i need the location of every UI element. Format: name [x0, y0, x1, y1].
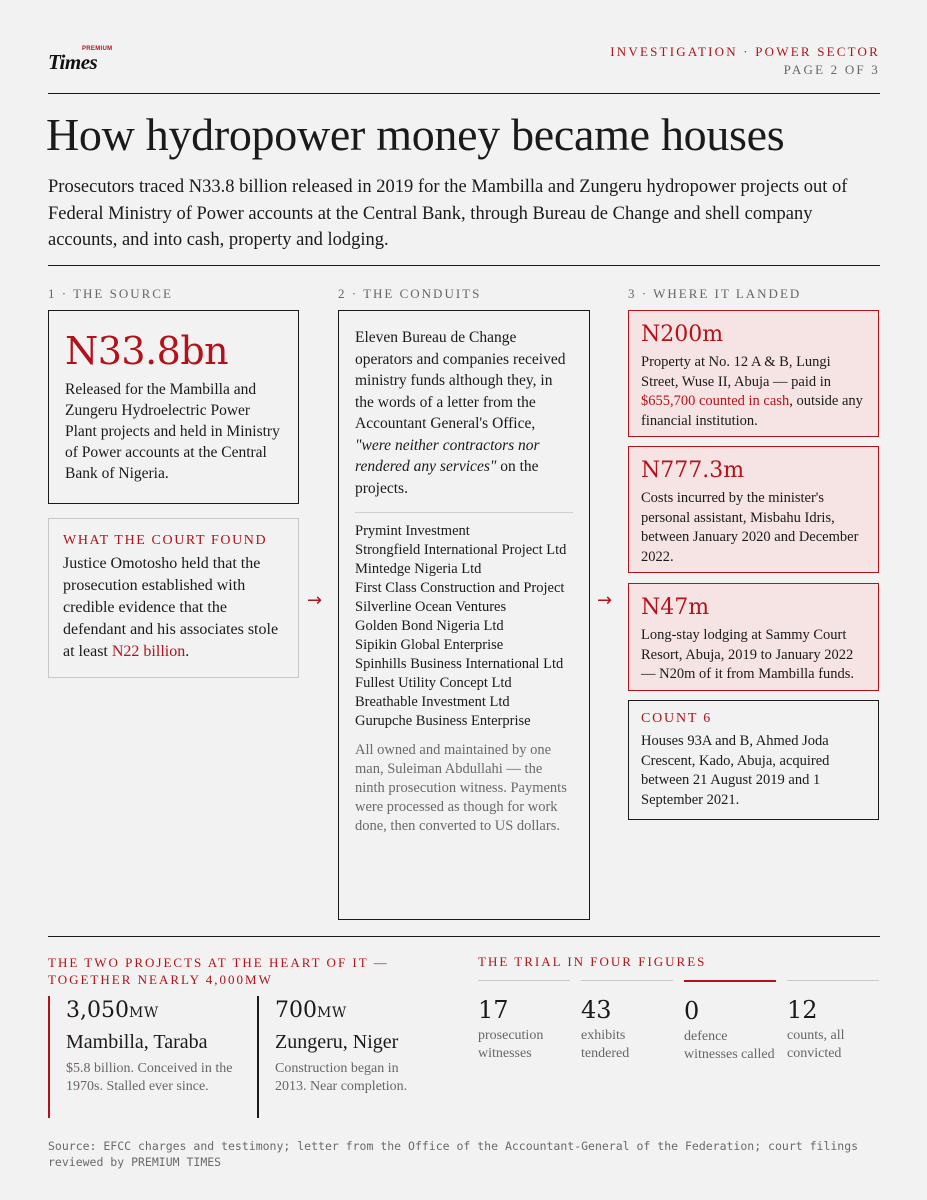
premium-times-logo[interactable] [48, 46, 118, 74]
section-kicker: INVESTIGATION · POWER SECTOR [610, 44, 880, 59]
logo-times-text: Times [48, 50, 98, 74]
landed-amount: N777.3m [641, 458, 745, 483]
count-6-heading: COUNT 6 [641, 711, 713, 726]
logo-premium-text: PREMIUM [82, 46, 113, 52]
court-finding-amount: N22 billion [111, 643, 186, 660]
figure-number: 17 [478, 996, 509, 1024]
projects-heading: THE TWO PROJECTS AT THE HEART OF IT — TOGETHER NEARLY 4,000MW [48, 955, 389, 987]
court-finding-text: Justice Omotosho held that the prosecution established with credible evidence that the defendant and his associates stole at least N22 billion. [63, 555, 279, 660]
conduits-note: All owned and maintained by one man, Suleiman Abdullahi — the ninth prosecution witness. Payments were processed as though for work done, then converted to US dollars. [355, 741, 567, 834]
figure-number: 43 [581, 996, 612, 1024]
page-title: How hydropower money became houses [46, 109, 785, 160]
trial-heading: THE TRIAL IN FOUR FIGURES [478, 954, 707, 969]
list-item: Silverline Ocean Ventures [355, 599, 507, 615]
column-head-landed: 3 · WHERE IT LANDED [628, 286, 802, 301]
trial-figure-highlight [684, 980, 776, 1064]
figure-label: defence witnesses called [684, 1029, 775, 1062]
court-finding-heading: WHAT THE COURT FOUND [63, 533, 268, 548]
figure-number: 0 [684, 997, 700, 1025]
figure-number: 12 [787, 996, 818, 1024]
list-item: Fullest Utility Concept Ltd [355, 675, 512, 691]
column-head-source: 1 · THE SOURCE [48, 286, 173, 301]
list-item: First Class Construction and Project [355, 580, 565, 596]
trial-figure [478, 980, 570, 1063]
flow-arrow-icon: → [307, 590, 323, 611]
landed-amount: N47m [641, 595, 710, 620]
cash-highlight: $655,700 counted in cash [641, 393, 790, 409]
landed-card [628, 446, 879, 573]
list-item: Mintedge Nigeria Ltd [355, 561, 482, 577]
list-item: Golden Bond Nigeria Ltd [355, 618, 504, 634]
project-mambilla [48, 996, 238, 1118]
company-list [355, 523, 573, 731]
landed-amount: N200m [641, 322, 724, 347]
divider [48, 936, 880, 937]
project-name: Zungeru, Niger [275, 1031, 399, 1053]
project-capacity: 700MW [275, 998, 347, 1023]
conduits-box [338, 310, 590, 920]
standfirst: Prosecutors traced N33.8 billion released in 2019 for the Mambilla and Zungeru hydropower projects out of Federal Ministry of Power accounts at the Central Bank, through Bureau de Change and shell company accounts, and into cash, property and lodging. [48, 177, 848, 250]
masthead [48, 44, 880, 94]
project-name: Mambilla, Taraba [66, 1031, 208, 1053]
court-finding-box [48, 518, 299, 678]
landed-card [628, 583, 879, 691]
divider [48, 265, 880, 266]
count-6-text: Houses 93A and B, Ahmed Joda Crescent, Kado, Abuja, acquired between 21 August 2019 and 1 September 2021. [641, 733, 830, 808]
list-item: Spinhills Business International Ltd [355, 656, 564, 672]
page-number: PAGE 2 OF 3 [783, 62, 880, 77]
landed-text: Long-stay lodging at Sammy Court Resort, Abuja, 2019 to January 2022 — N20m of it from Mambilla funds. [641, 627, 855, 682]
source-amount: N33.8bn [65, 329, 229, 373]
figure-label: counts, all convicted [787, 1028, 845, 1061]
source-note: Source: EFCC charges and testimony; letter from the Office of the Accountant-General of the Federation; court filings reviewed by PREMIUM TIMES [48, 1139, 859, 1169]
landed-text: Costs incurred by the minister's personal assistant, Misbahu Idris, between January 2020 and December 2022. [641, 490, 859, 565]
divider [355, 512, 573, 513]
figure-label: prosecution witnesses [478, 1028, 544, 1061]
landed-text: Property at No. 12 A & B, Lungi Street, Wuse II, Abuja — paid in $655,700 counted in cash, outside any financial institution. [641, 354, 863, 429]
list-item: Strongfield International Project Ltd [355, 542, 567, 558]
landed-card [628, 310, 879, 437]
list-item: Breathable Investment Ltd [355, 694, 510, 710]
source-box [48, 310, 299, 504]
project-note: $5.8 billion. Conceived in the 1970s. Stalled ever since. [66, 1061, 233, 1094]
accountant-general-quote: "were neither contractors nor rendered any services" [355, 436, 540, 475]
conduits-intro: Eleven Bureau de Change operators and companies received ministry funds although they, in the words of a letter from the Accountant General's Office, "were neither contractors nor rendered any services" on the projects. [355, 329, 566, 497]
flow-arrow-icon: → [597, 590, 613, 611]
list-item: Sipikin Global Enterprise [355, 637, 504, 653]
column-head-conduits: 2 · THE CONDUITS [338, 286, 482, 301]
source-text: Released for the Mambilla and Zungeru Hydroelectric Power Plant projects and held in Ministry of Power accounts at the Central Bank of Nigeria. [65, 381, 280, 482]
project-note: Construction began in 2013. Near completion. [275, 1061, 408, 1094]
trial-figure [787, 980, 879, 1063]
count-6-box [628, 700, 879, 820]
project-capacity: 3,050MW [66, 998, 159, 1023]
list-item: Prymint Investment [355, 523, 470, 539]
list-item: Gurupche Business Enterprise [355, 713, 531, 729]
project-zungeru [257, 996, 432, 1118]
trial-figure [581, 980, 673, 1063]
figure-label: exhibits tendered [581, 1028, 630, 1061]
